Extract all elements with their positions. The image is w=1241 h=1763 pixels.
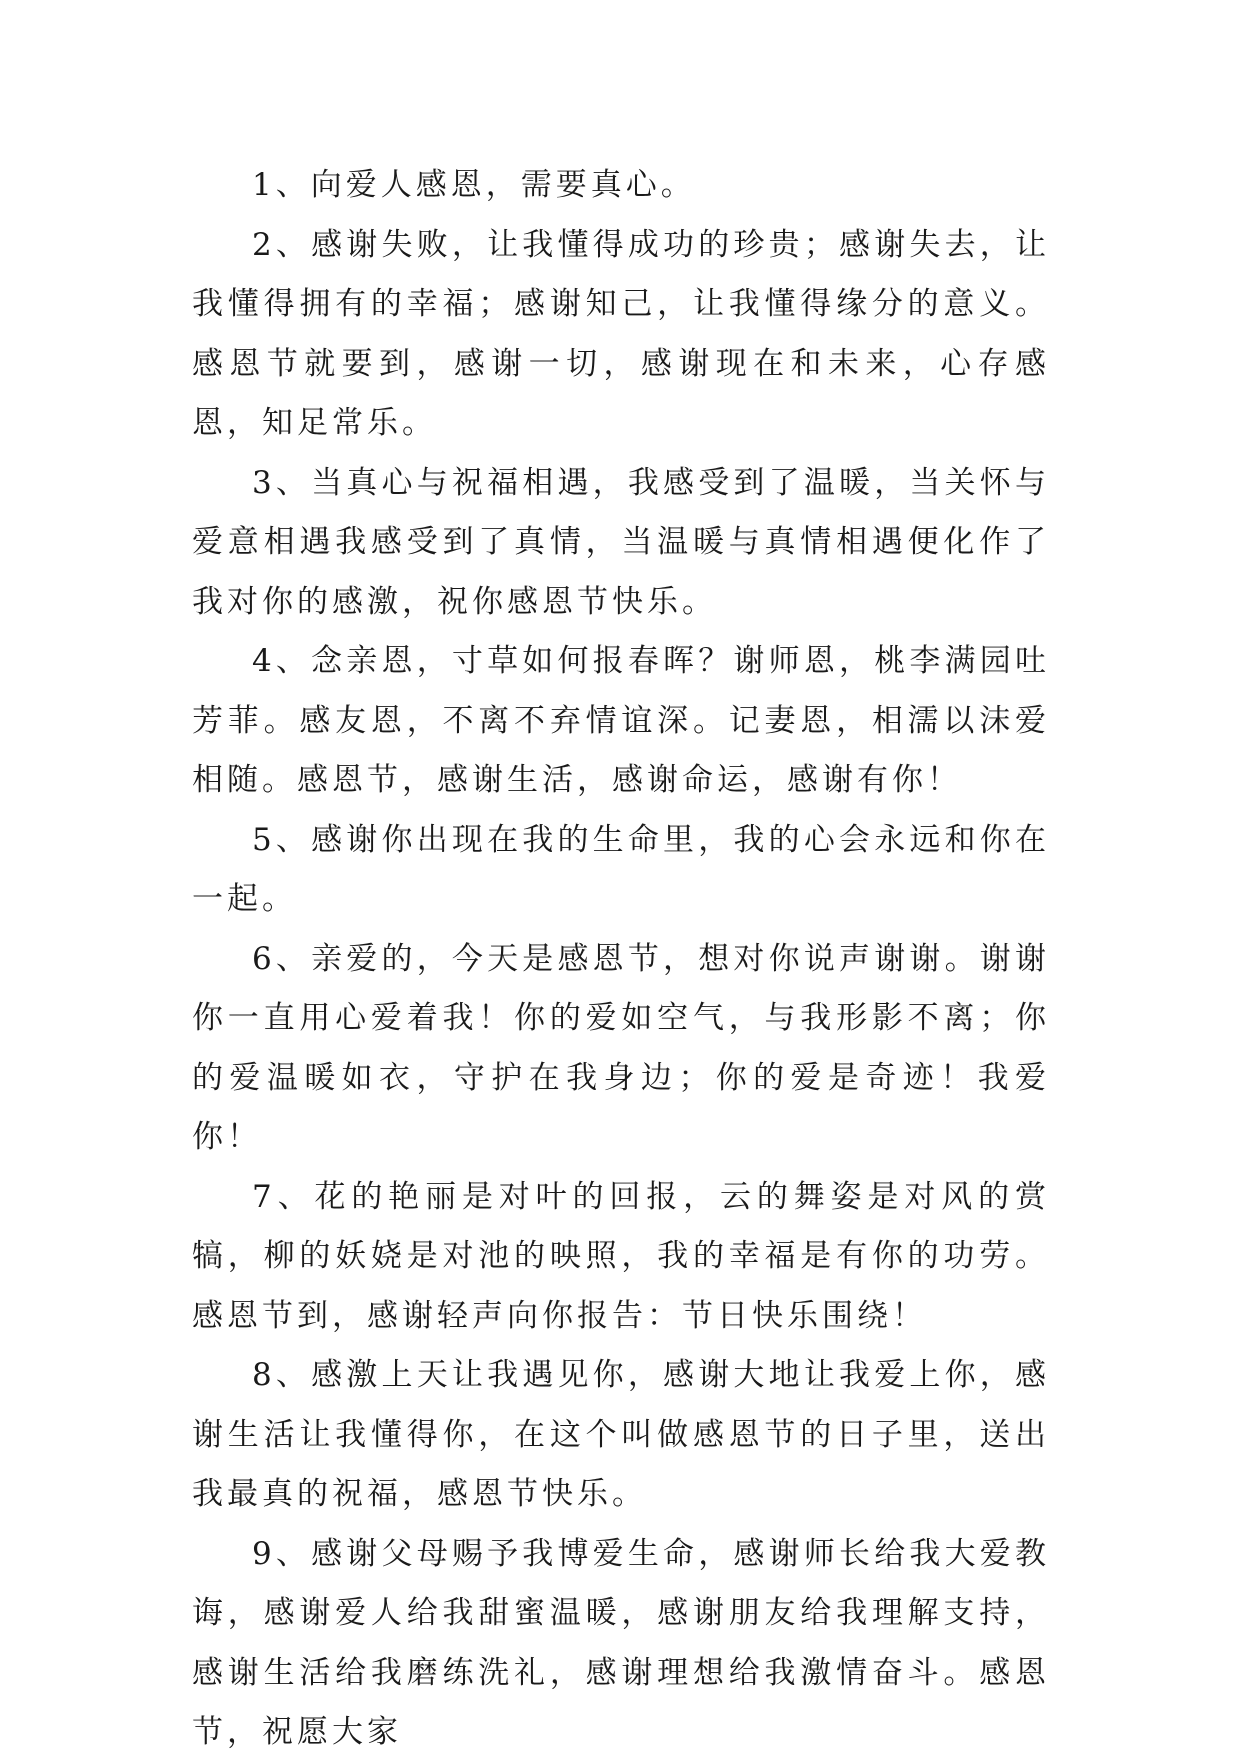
- paragraph-4: 4、念亲恩，寸草如何报春晖？谢师恩，桃李满园吐芳菲。感友恩，不离不弃情谊深。记妻恩，相濡以沫爱相随。感恩节，感谢生活，感谢命运，感谢有你！: [192, 643, 1050, 798]
- paragraph-1: 1、向爱人感恩，需要真心。: [252, 167, 696, 203]
- paragraph-6: 6、亲爱的，今天是感恩节，想对你说声谢谢。谢谢你一直用心爱着我！你的爱如空气，与我形影不离；你的爱温暖如衣，守护在我身边；你的爱是奇迹！我爱你！: [192, 940, 1050, 1155]
- paragraph-7: 7、花的艳丽是对叶的回报，云的舞姿是对风的赏犒，柳的妖娆是对池的映照，我的幸福是有你的功劳。感恩节到，感谢轻声向你报告：节日快乐围绕！: [192, 1178, 1050, 1334]
- paragraph-5: 5、感谢你出现在我的生命里，我的心会永远和你在一起。: [192, 821, 1050, 917]
- paragraph-2: 2、感谢失败，让我懂得成功的珍贵；感谢失去，让我懂得拥有的幸福；感谢知己，让我懂得缘分的意义。感恩节就要到，感谢一切，感谢现在和未来，心存感恩，知足常乐。: [192, 226, 1050, 441]
- paragraph-8: 8、感激上天让我遇见你，感谢大地让我爱上你，感谢生活让我懂得你，在这个叫做感恩节的日子里，送出我最真的祝福，感恩节快乐。: [192, 1357, 1050, 1512]
- paragraph-3: 3、当真心与祝福相遇，我感受到了温暖，当关怀与爱意相遇我感受到了真情，当温暖与真情相遇便化作了我对你的感激，祝你感恩节快乐。: [192, 464, 1050, 620]
- paragraph-9: 9、感谢父母赐予我博爱生命，感谢师长给我大爱教诲，感谢爱人给我甜蜜温暖，感谢朋友给我理解支持，感谢生活给我磨练洗礼，感谢理想给我激情奋斗。感恩节，祝愿大家: [192, 1535, 1050, 1750]
- document-body: [192, 156, 1050, 1763]
